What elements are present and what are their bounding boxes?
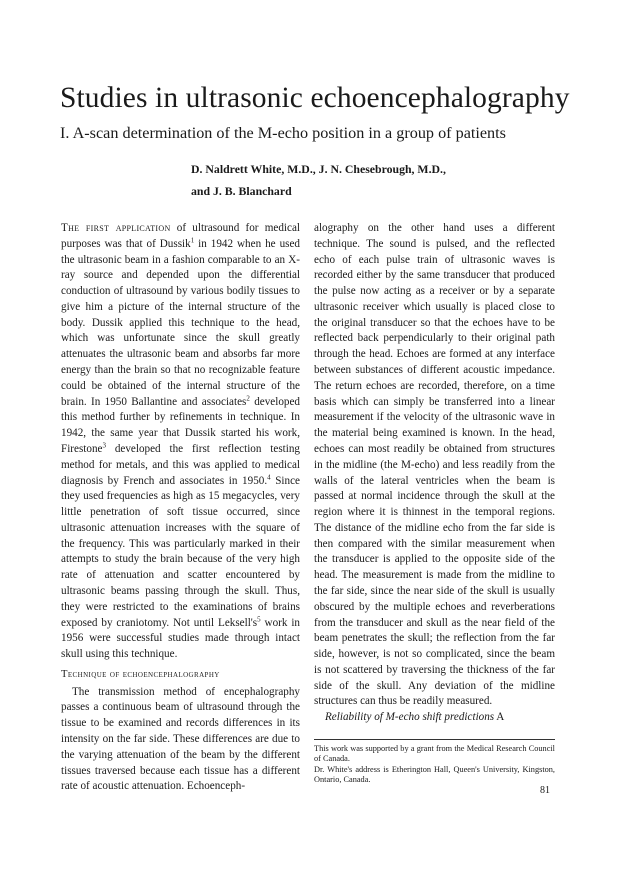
text-run: developed the first reflection testing method for metals, and this was applied to medical diagnosis by French and associates in 1950. xyxy=(61,442,300,487)
author-line-2: and J. B. Blanchard xyxy=(191,184,292,198)
page-number: 81 xyxy=(540,785,550,796)
author-block xyxy=(191,158,551,202)
footnote-ref: 1 xyxy=(190,236,195,245)
footnote-ref: 4 xyxy=(267,472,271,481)
intro-paragraph xyxy=(61,221,300,663)
footnote-ref: 2 xyxy=(246,393,250,402)
left-column xyxy=(61,221,300,795)
lead-in: The first application xyxy=(61,222,171,234)
run-in-heading: Reliability of M-echo shift predictions xyxy=(325,711,495,724)
footnote-ref: 3 xyxy=(102,441,106,450)
article-title: Studies in ultrasonic echoencephalography xyxy=(60,82,570,114)
text-run: of ultrasound for medical purposes was that of Dussik xyxy=(61,222,300,250)
text-run: Since they used frequencies as high as 15 megacycles, very little penetration of soft tissue occurred, since ultrasonic attenuation increases with the square of the frequency. This was particularly marked in their attempts to study the brain because of the very high rate of attenuation and scatter encountered by ultrasonic beams passing through the skull. Thus, they were restricted to the examinations of brains exposed by craniotomy. Not until Leksell's xyxy=(61,474,300,629)
text-run: developed this method further by refinements in technique. In 1942, the same year that Dussik started his work, Firestone xyxy=(61,395,300,455)
body-paragraph: alography on the other hand uses a different technique. The sound is pulsed, and the reflected echo of each pulse train of ultrasonic waves is recorded either by the same transducer that produced the pulse now acting as a receiver or by a separate ultrasonic receiver which usually is placed close to the original transducer so that the echoes have to be reflected back perpendicularly to their original path through the head. Echoes are formed at any interface between substances of different acoustic impedance. The return echoes are recorded, therefore, on a time basis which can simply be transferred into a linear measurement if the velocity of the ultrasonic wave in the material being examined is known. In the head, echoes can most readily be obtained from structures in the midline (the M-echo) and less readily from the walls of the lateral ventricles when the beam is passed at normal incidence through the skull at the region where it is thinnest in the temporal regions. The distance of the midline echo from the far side is then compared with the similar measurement when the transducer is applied to the opposite side of the head. The measurement is made from the midline to the far side, since the near side of the skull is usually obscured by the multiple echoes and reverberations from the transducer and skull as the near field of the beam penetrates the skull; the reflection from the far side, however, is not so complicated, since the beam is not scattered by traversing the thickness of the far side of the skull. Any deviation of the midline structures can thus be readily measured. xyxy=(314,222,555,708)
footnote: Dr. White's address is Etherington Hall, Queen's University, Kingston, Ontario, Canada. xyxy=(314,764,555,785)
text-run: work in 1956 were successful studies made through intact skull using this technique. xyxy=(61,616,300,661)
body-paragraph xyxy=(314,710,555,726)
footnote-ref: 5 xyxy=(257,614,261,623)
section-heading: Technique of echoencephalography xyxy=(61,668,220,680)
footnotes xyxy=(314,739,555,786)
author-line-1: D. Naldrett White, M.D., J. N. Chesebrough, M.D., xyxy=(191,162,446,176)
text-run: A xyxy=(494,711,505,724)
right-column xyxy=(314,221,555,726)
text-run: in 1942 when he used the ultrasonic beam in a fashion comparable to an X-ray source and depended upon the differential conduction of ultrasound by various bodily tissues to give him a picture of the internal structure of the body. Dussik applied this technique to the head, which was unfortunate since the skull greatly attenuates the ultrasonic beam and absorbs far more energy than the brain so that no recognizable feature could be obtained of the internal structure of the brain. In 1950 Ballantine and associates xyxy=(61,237,300,408)
footnote: This work was supported by a grant from the Medical Research Council of Canada. xyxy=(314,744,555,764)
article-subtitle: I. A-scan determination of the M-echo position in a group of patients xyxy=(60,124,506,142)
body-paragraph: The transmission method of encephalography passes a continuous beam of ultrasound through the tissue to be examined and records differences in its intensity on the far side. These differences are due to the varying attenuation of the beam by the different tissues traversed because each tissue has a different rate of acoustic attenuation. Echoenceph- xyxy=(61,685,300,793)
